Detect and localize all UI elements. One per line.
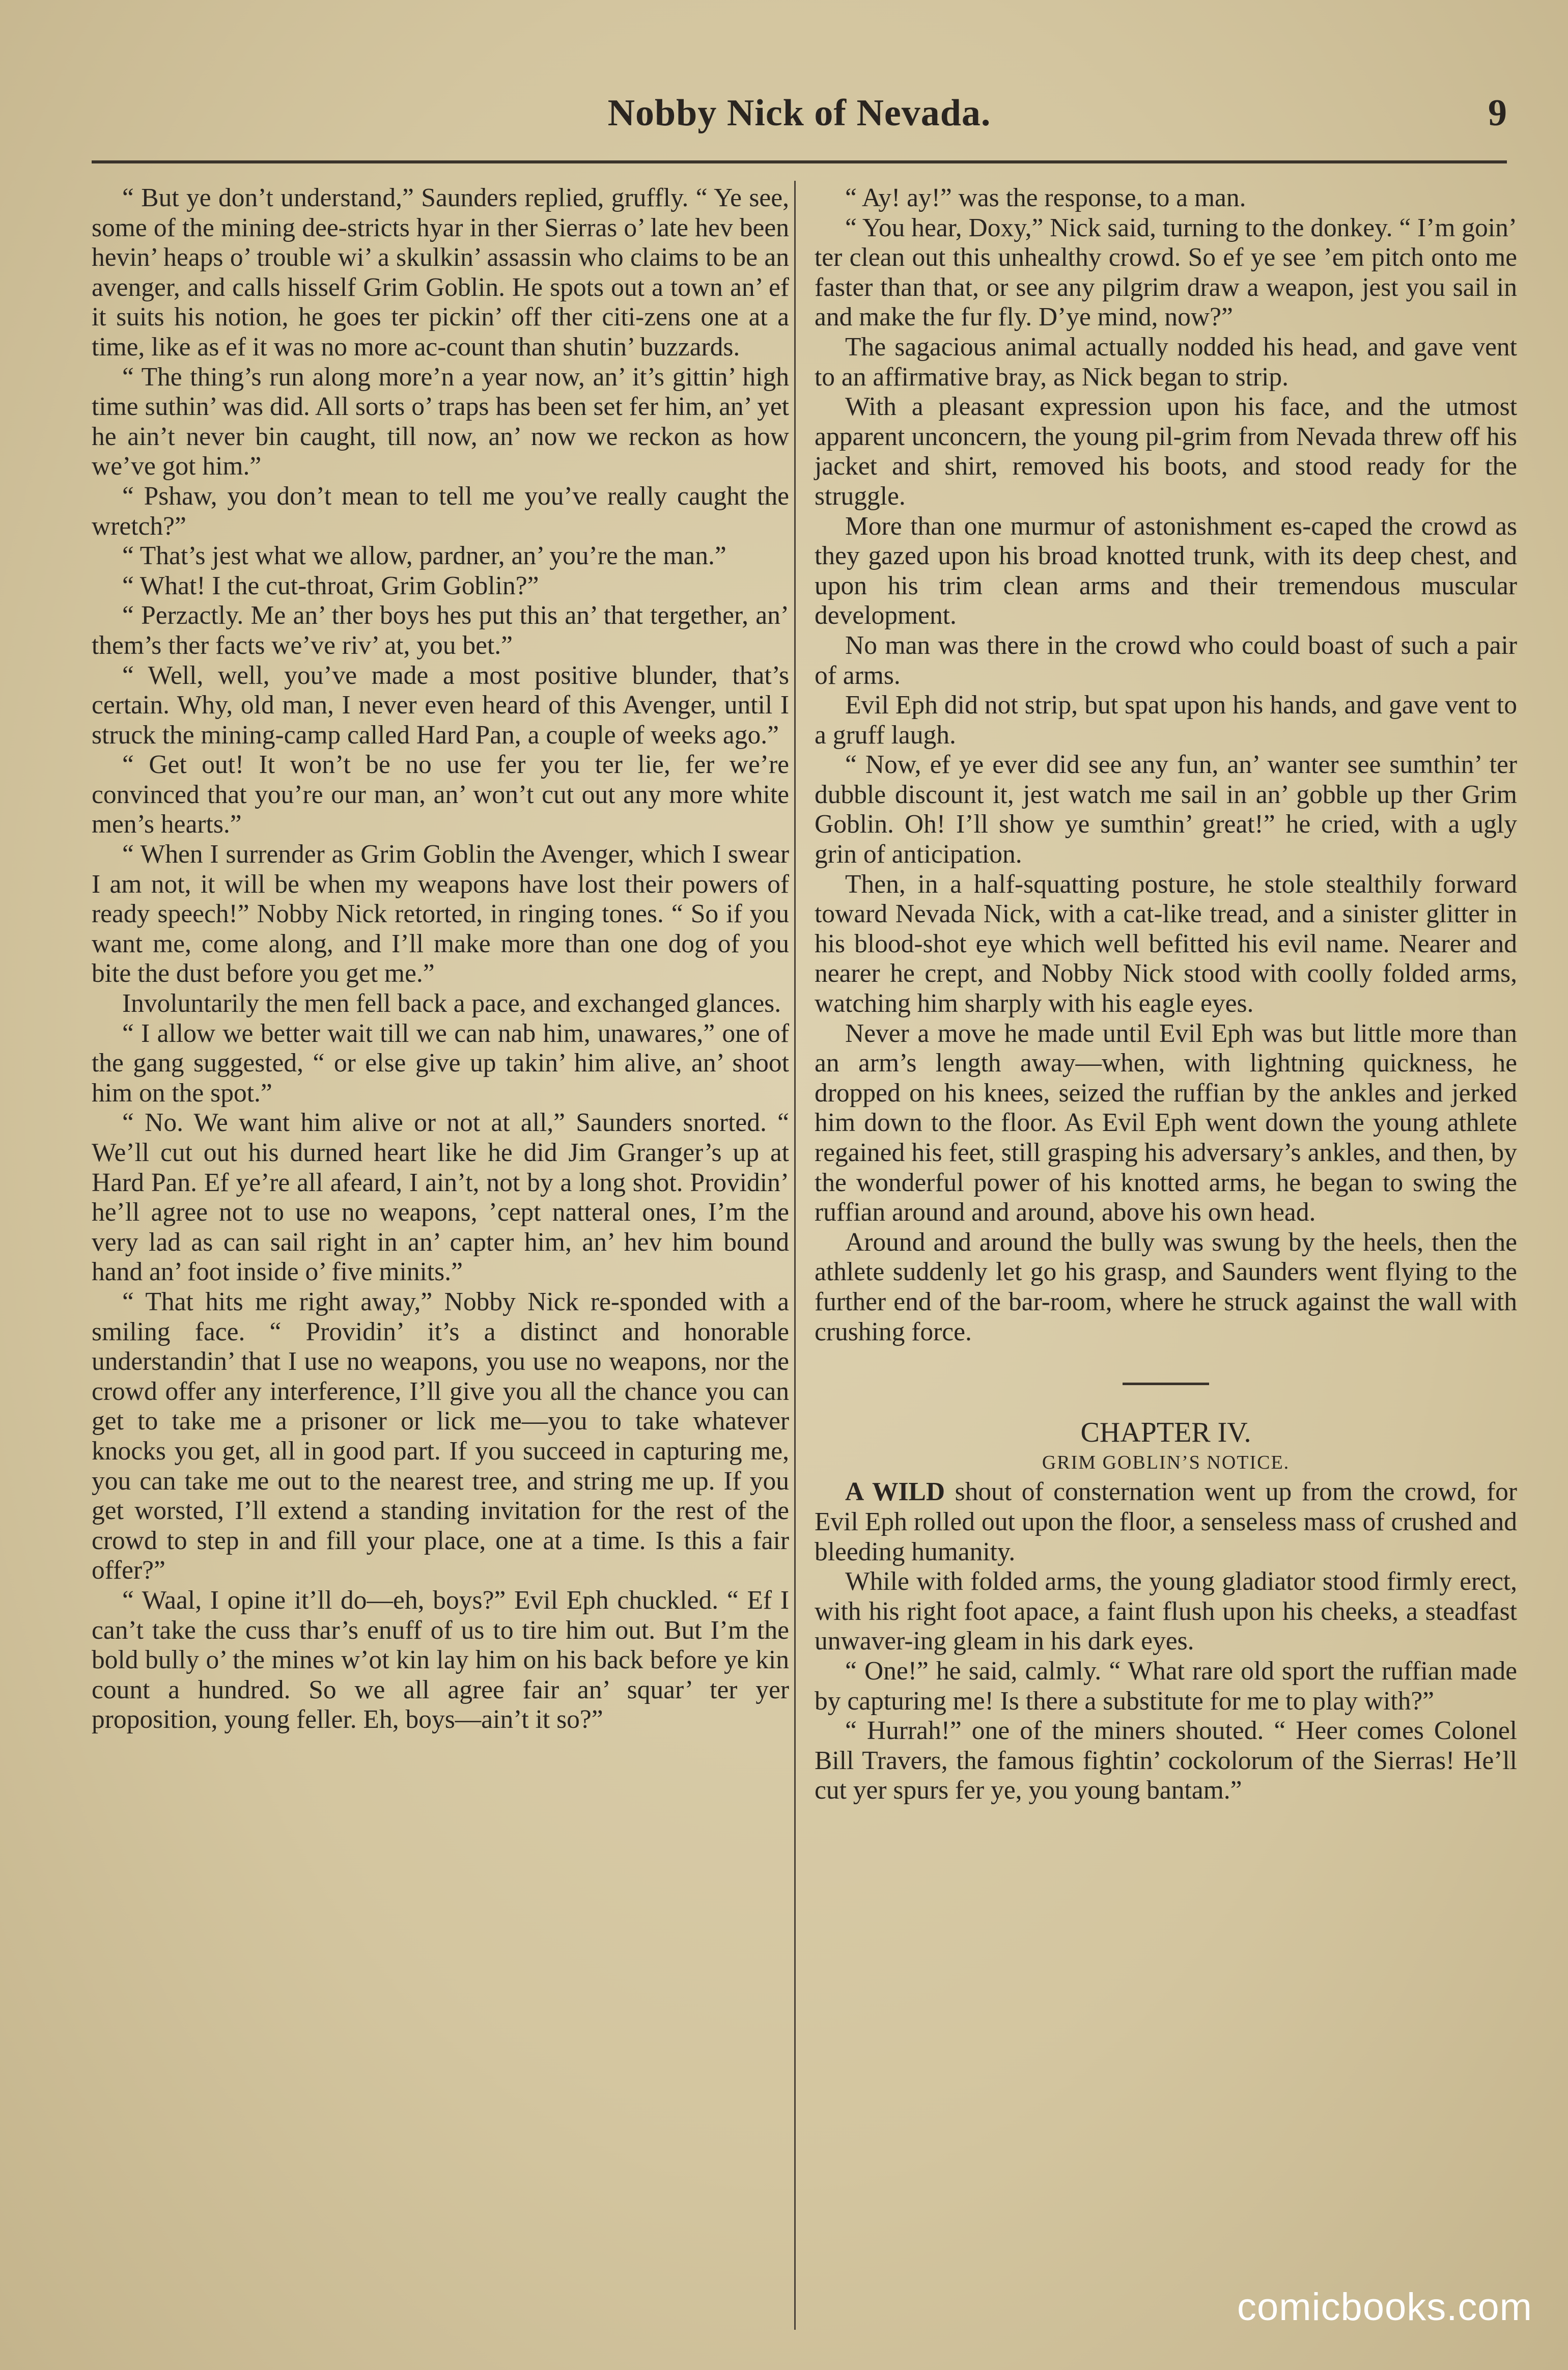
paragraph: “ Ay! ay!” was the response, to a man. [845,183,1246,212]
paragraph: “ Pshaw, you don’t mean to tell me you’ve really caught the wretch?” [92,481,789,541]
page-number: 9 [1488,92,1507,134]
chapter-subtitle: GRIM GOBLIN’S NOTICE. [1042,1451,1290,1473]
chapter-opening-paragraph [815,1477,1517,1567]
paragraph: “ No. We want him alive or not at all,” Saunders snorted. “ We’ll cut out his durned heart like he did Jim Granger’s up at Hard Pan. Ef ye’re all afeard, I ain’t, not by a long shot. Providin’ he’ll agree not to use no weapons, ’cept natteral ones, I’m the very lad as can sail right in an’ capter him, an’ hev him bound hand an’ foot inside o’ five minits.” [92,1108,789,1287]
paragraph: “ Now, ef ye ever did see any fun, an’ wanter see sumthin’ ter dubble discount it, jest watch me sail in an’ gobble up ther Grim Goblin. Oh! I’ll show ye sumthin’ great!” he cried, with a ugly grin of anticipation. [815,750,1517,869]
paragraph: No man was there in the crowd who could boast of such a pair of arms. [815,630,1517,690]
paragraph: “ Perzactly. Me an’ ther boys hes put this an’ that tergether, an’ them’s ther facts we’ve riv’ at, you bet.” [92,601,789,660]
watermark: comicbooks.com [1237,2285,1532,2329]
paragraph: “ Hurrah!” one of the miners shouted. “ Heer comes Colonel Bill Travers, the famous fightin’ cockolorum of the Sierras! He’ll cut yer spurs fer ye, you young bantam.” [815,1716,1517,1805]
paragraph: More than one murmur of astonishment es-caped the crowd as they gazed upon his broad knotted trunk, with its deep chest, and upon his trim clean arms and their tremendous muscular development. [815,511,1517,630]
paragraph: Then, in a half-squatting posture, he stole stealthily forward toward Nevada Nick, with a cat-like tread, and a sinister glitter in his blood-shot eye which well befitted his evil name. Nearer and nearer he crept, and Nobby Nick stood with coolly folded arms, watching him sharply with his eagle eyes. [815,869,1517,1018]
chapter-rule [1123,1383,1209,1385]
opening-words: A WILD [845,1477,945,1507]
paragraph: The sagacious animal actually nodded his head, and gave vent to an affirmative bray, as Nick began to strip. [815,332,1517,392]
paragraph: Evil Eph did not strip, but spat upon his hands, and gave vent to a gruff laugh. [815,691,1517,750]
paragraph: With a pleasant expression upon his face, and the utmost apparent unconcern, the young pil-grim from Nevada threw off his jacket and shirt, removed his boots, and stood ready for the struggle. [815,392,1517,511]
paragraph: Never a move he made until Evil Eph was but little more than an arm’s length away—when, with lightning quickness, he dropped on his knees, seized the ruffian by the ankles and jerked him down to the floor. As Evil Eph went down the young athlete regained his feet, still grasping his adversary’s ankles, and then, by the wonderful power of his knotted arms, he began to swing the ruffian around and around, above his own head. [815,1018,1517,1227]
paragraph: Involuntarily the men fell back a pace, and exchanged glances. [122,989,781,1018]
column-divider [794,181,796,2330]
paragraph: While with folded arms, the young gladiator stood firmly erect, with his right foot apace, a faint flush upon his cheeks, a steadfast unwaver-ing gleam in his dark eyes. [815,1567,1517,1656]
paragraph: “ Waal, I opine it’ll do—eh, boys?” Evil Eph chuckled. “ Ef I can’t take the cuss thar’s enuff of us to tire him out. But I’m the bold bully o’ the mines w’ot kin lay him on his back before ye kin count a hundred. So we all agree fair an’ squar’ ter yer proposition, young feller. Eh, boys—ain’t it so?” [92,1585,789,1734]
paragraph: “ When I surrender as Grim Goblin the Avenger, which I swear I am not, it will be when my weapons have lost their powers of ready speech!” Nobby Nick retorted, in ringing tones. “ So if you want me, come along, and I’ll make more than one dog of you bite the dust before you get me.” [92,840,789,988]
paragraph: “ You hear, Doxy,” Nick said, turning to the donkey. “ I’m goin’ ter clean out this unhealthy crowd. So ef ye see ’em pitch onto me faster than that, or see any pilgrim draw a weapon, jest you sail in and make the fur fly. D’ye mind, now?” [815,213,1517,332]
paragraph: “ One!” he said, calmly. “ What rare old sport the ruffian made by capturing me! Is there a substitute for me to play with?” [815,1656,1517,1716]
paragraph: Around and around the bully was swung by the heels, then the athlete suddenly let go his grasp, and Saunders went flying to the further end of the bar-room, where he struck against the wall with crushing force. [815,1227,1517,1346]
left-column [92,183,789,1735]
paragraph: “ But ye don’t understand,” Saunders replied, gruffly. “ Ye see, some of the mining dee-stricts hyar in ther Sierras o’ late hev been hevin’ heaps o’ trouble wi’ a skulkin’ assassin who claims to be an avenger, and calls hisself Grim Goblin. He spots out a town an’ ef it suits his notion, he goes ter pickin’ off ther citi-zens one at a time, like as ef it was no more ac-count than shutin’ buzzards. [92,183,789,362]
paragraph: “ That’s jest what we allow, pardner, an’ you’re the man.” [122,541,726,571]
chapter-title: CHAPTER IV. [1080,1417,1251,1449]
opening-text: shout of consternation went up from the crowd, for Evil Eph rolled out upon the floor, a senseless mass of crushed and bleeding humanity. [815,1477,1517,1566]
paragraph: “ Get out! It won’t be no use fer you ter lie, fer we’re convinced that you’re our man, an’ won’t cut out any more white men’s hearts.” [92,750,789,839]
running-head [92,92,1507,148]
right-column [815,183,1517,1806]
paragraph: “ What! I the cut-throat, Grim Goblin?” [122,571,539,600]
header-rule [92,160,1507,163]
running-title: Nobby Nick of Nevada. [607,92,991,134]
paragraph: “ Well, well, you’ve made a most positive blunder, that’s certain. Why, old man, I never even heard of this Avenger, until I struck the mining-camp called Hard Pan, a couple of weeks ago.” [92,660,789,750]
paragraph: “ I allow we better wait till we can nab him, unawares,” one of the gang suggested, “ or else give up takin’ him alive, an’ shoot him on the spot.” [92,1018,789,1108]
paragraph: “ The thing’s run along more’n a year now, an’ it’s gittin’ high time suthin’ was did. All sorts o’ traps has been set fer him, an’ yet he ain’t never bin caught, till now, an’ now we reckon as how we’ve got him.” [92,362,789,481]
paragraph: “ That hits me right away,” Nobby Nick re-sponded with a smiling face. “ Providin’ it’s a distinct and honorable understandin’ that I use no weapons, you use no weapons, nor the crowd offer any interference, I’ll give you all the chance you can get to take me a prisoner or lick me—you to take whatever knocks you get, all in good part. If you succeed in capturing me, you can take me out to the nearest tree, and string me up. If you get worsted, I’ll extend a standing invitation for the rest of the crowd to step in and fill your place, one at a time. Is this a fair offer?” [92,1287,789,1585]
